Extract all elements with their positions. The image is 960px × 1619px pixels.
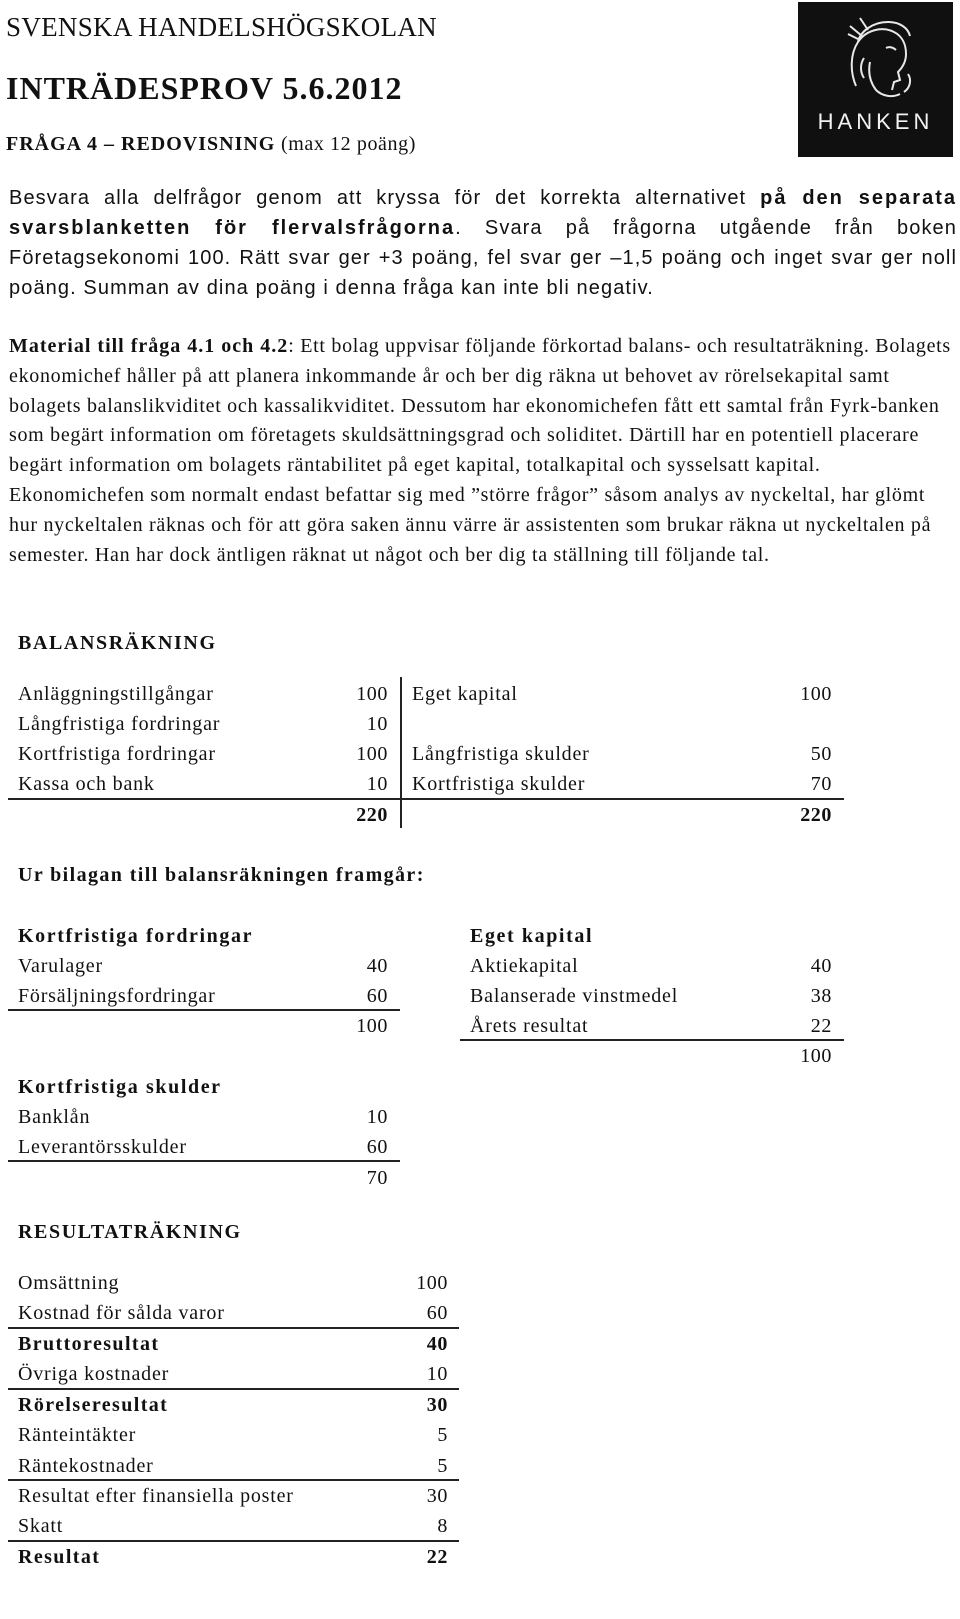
balance-right-value: 50 <box>810 743 832 765</box>
equity-value: 38 <box>810 985 832 1007</box>
equity-label: Årets resultat <box>470 1015 589 1037</box>
instructions-emphasis: på den separata svarsblanketten för flervalsfrågorna <box>9 187 957 239</box>
balance-right-value: 100 <box>800 683 832 705</box>
short-receivables-title: Kortfristiga fordringar <box>18 925 254 947</box>
income-row-value: 30 <box>426 1394 448 1416</box>
equity-label: Balanserade vinstmedel <box>470 985 679 1007</box>
equity-total: 100 <box>800 1045 832 1067</box>
instructions-paragraph <box>9 183 957 303</box>
balance-left-value: 10 <box>366 773 388 795</box>
balance-left-value: 10 <box>366 713 388 735</box>
short-liabilities-sum-line <box>8 1160 400 1162</box>
instructions-part-3: . Svara på frågorna utgående från boken Företagsekonomi 100. Rätt svar ger +3 poäng, fel svar ger –1,5 poäng och inget svar ger noll poäng. Summan av dina poäng i denna fråga kan inte bli negativ. <box>9 217 957 299</box>
short-receivables-value: 40 <box>366 955 388 977</box>
short-receivables-label: Varulager <box>18 955 103 977</box>
income-row-label: Resultat <box>18 1546 101 1568</box>
equity-sum-line <box>460 1039 844 1041</box>
short-liabilities-value: 60 <box>366 1136 388 1158</box>
short-liabilities-label: Banklån <box>18 1106 91 1128</box>
balance-divider-horizontal <box>8 798 844 800</box>
income-row-label: Resultat efter finansiella poster <box>18 1485 294 1507</box>
balance-sheet-title: BALANSRÄKNING <box>18 632 217 654</box>
instructions-part-1: Besvara alla delfrågor genom att kryssa för det korrekta alternativet <box>9 187 761 209</box>
income-row-value: 40 <box>426 1333 448 1355</box>
balance-right-label: Kortfristiga skulder <box>412 773 586 795</box>
balance-right-label: Eget kapital <box>412 683 518 705</box>
question-label: FRÅGA 4 – REDOVISNING <box>6 133 276 155</box>
income-row-value: 8 <box>437 1515 448 1537</box>
short-receivables-value: 60 <box>366 985 388 1007</box>
balance-left-total: 220 <box>356 804 388 826</box>
income-row-label: Kostnad för sålda varor <box>18 1302 225 1324</box>
material-text: : Ett bolag uppvisar följande förkortad balans- och resultaträkning. Bolagets ekonomichef håller på att planera inkommande år och ber dig räkna ut behovet av rörelsekapital samt bolagets balanslikviditet och kassalikviditet. Dessutom har ekonomichefen fått ett samtal från Fyrk-banken som begärt information om företagets skuldsättningsgrad och soliditet. Därtill har en potentiell placerare begärt information om bolagets räntabilitet på eget kapital, totalkapital och sysselsatt kapital. Ekonomichefen som normalt endast befattar sig med ”större frågor” såsom analys av nyckeltal, har glömt hur nyckeltalen räknas och för att göra saken ännu värre är assistenten som brukar räkna ut nyckeltalen på semester. Han har dock äntligen räknat ut något och ber dig ta ställning till följande tal. <box>9 335 951 566</box>
income-divider <box>8 1479 459 1481</box>
material-heading: Material till fråga 4.1 och 4.2 <box>9 335 289 357</box>
income-row-value: 22 <box>426 1546 448 1568</box>
logo-text: HANKEN <box>817 109 934 134</box>
equity-title: Eget kapital <box>470 925 594 947</box>
income-divider <box>8 1327 459 1329</box>
school-name: SVENSKA HANDELSHÖGSKOLAN <box>6 12 437 42</box>
income-statement-title: RESULTATRÄKNING <box>18 1221 242 1243</box>
income-row-value: 60 <box>426 1302 448 1324</box>
short-liabilities-total: 70 <box>366 1167 388 1189</box>
income-row-label: Rörelseresultat <box>18 1394 169 1416</box>
question-title <box>6 133 416 156</box>
income-row-label: Bruttoresultat <box>18 1333 160 1355</box>
equity-label: Aktiekapital <box>470 955 579 977</box>
short-liabilities-title: Kortfristiga skulder <box>18 1076 222 1098</box>
balance-left-value: 100 <box>356 743 388 765</box>
balance-left-label: Kassa och bank <box>18 773 155 795</box>
short-receivables-total: 100 <box>356 1015 388 1037</box>
hermes-head-icon <box>798 2 953 107</box>
balance-divider-vertical <box>400 677 402 828</box>
balance-left-label: Anläggningstillgångar <box>18 683 214 705</box>
balance-left-label: Långfristiga fordringar <box>18 713 221 735</box>
short-receivables-label: Försäljningsfordringar <box>18 985 216 1007</box>
income-row-label: Ränteintäkter <box>18 1424 137 1446</box>
income-divider <box>8 1540 459 1542</box>
hanken-logo <box>798 2 953 157</box>
income-divider <box>8 1388 459 1390</box>
question-points: (max 12 poäng) <box>275 133 416 155</box>
short-liabilities-label: Leverantörsskulder <box>18 1136 187 1158</box>
income-row-label: Räntekostnader <box>18 1455 154 1477</box>
income-row-value: 5 <box>437 1424 448 1446</box>
income-row-value: 100 <box>416 1272 448 1294</box>
exam-title: INTRÄDESPROV 5.6.2012 <box>6 70 403 106</box>
balance-right-label: Långfristiga skulder <box>412 743 590 765</box>
appendix-title: Ur bilagan till balansräkningen framgår: <box>18 864 425 886</box>
balance-left-value: 100 <box>356 683 388 705</box>
income-row-value: 10 <box>426 1363 448 1385</box>
income-row-label: Övriga kostnader <box>18 1363 170 1385</box>
equity-value: 22 <box>810 1015 832 1037</box>
income-row-label: Omsättning <box>18 1272 120 1294</box>
balance-right-total: 220 <box>800 804 832 826</box>
income-row-value: 5 <box>437 1455 448 1477</box>
balance-left-label: Kortfristiga fordringar <box>18 743 216 765</box>
short-liabilities-value: 10 <box>366 1106 388 1128</box>
short-receivables-sum-line <box>8 1009 400 1011</box>
income-row-label: Skatt <box>18 1515 64 1537</box>
material-paragraph <box>9 332 957 570</box>
income-row-value: 30 <box>426 1485 448 1507</box>
balance-right-value: 70 <box>810 773 832 795</box>
equity-value: 40 <box>810 955 832 977</box>
